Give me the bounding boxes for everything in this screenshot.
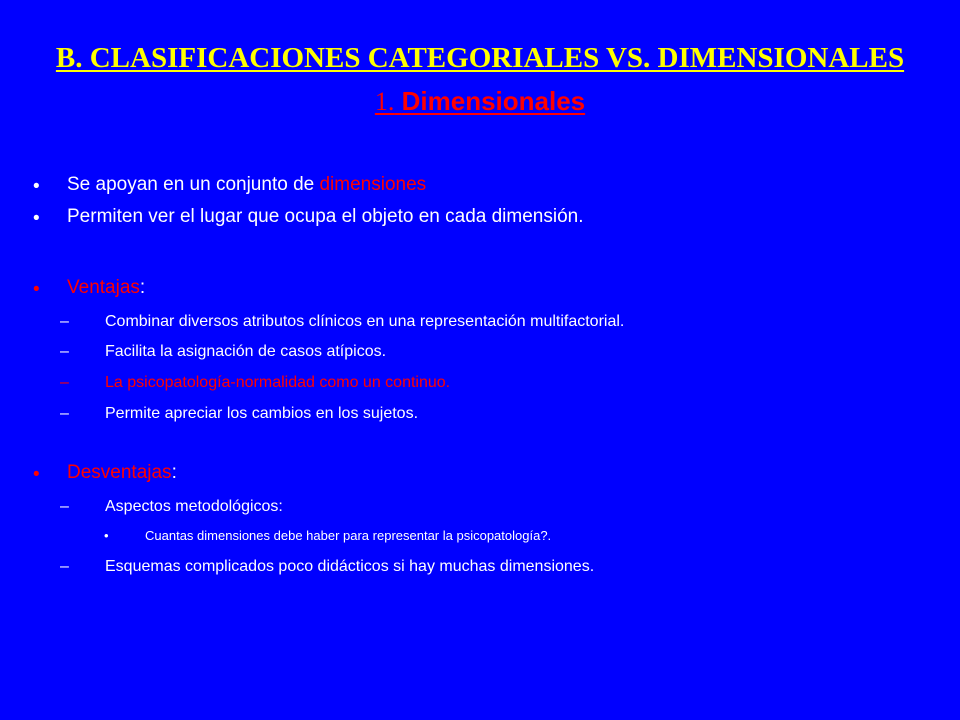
ventajas-item: Combinar diversos atributos clínicos en una representación multifactorial. — [105, 313, 625, 330]
subtitle-number: 1. — [374, 87, 395, 116]
ventajas-item: Facilita la asignación de casos atípicos. — [105, 343, 387, 360]
bullet-marker: • — [33, 176, 40, 197]
slide-subtitle — [0, 84, 960, 119]
desventajas-colon: : — [171, 462, 177, 483]
dash-marker: – — [60, 405, 69, 422]
subtitle-text: Dimensionales — [401, 86, 586, 116]
desventajas-item: Aspectos metodológicos: — [105, 498, 283, 515]
bullet-marker: • — [104, 528, 109, 543]
dash-marker: – — [60, 313, 69, 330]
bullet-permiten: Permiten ver el lugar que ocupa el objeto en cada dimensión. — [67, 206, 584, 227]
ventajas-item: La psicopatología-normalidad como un continuo. — [105, 374, 451, 391]
slide-title: B. CLASIFICACIONES CATEGORIALES VS. DIMENSIONALES — [55, 42, 905, 74]
ventajas-label: Ventajas — [67, 277, 140, 298]
bullet-marker: • — [33, 464, 40, 485]
dash-marker: – — [60, 343, 69, 360]
ventajas-item: Permite apreciar los cambios en los sujetos. — [105, 405, 419, 422]
dash-marker: – — [60, 374, 69, 391]
ventajas-colon: : — [139, 277, 146, 298]
dash-marker: – — [60, 558, 69, 575]
bullet-desventajas — [67, 461, 177, 485]
bullet-text: Se apoyan en un conjunto de — [67, 174, 320, 195]
bullet-dimensiones — [67, 173, 426, 197]
bullet-ventajas — [67, 276, 145, 300]
desventajas-subitem: Cuantas dimensiones debe haber para representar la psicopatología?. — [145, 528, 552, 543]
desventajas-label: Desventajas — [67, 462, 172, 483]
desventajas-item: Esquemas complicados poco didácticos si hay muchas dimensiones. — [105, 558, 595, 575]
bullet-marker: • — [33, 279, 40, 300]
bullet-marker: • — [33, 208, 40, 229]
highlight-dimensiones: dimensiones — [319, 174, 427, 195]
dash-marker: – — [60, 498, 69, 515]
